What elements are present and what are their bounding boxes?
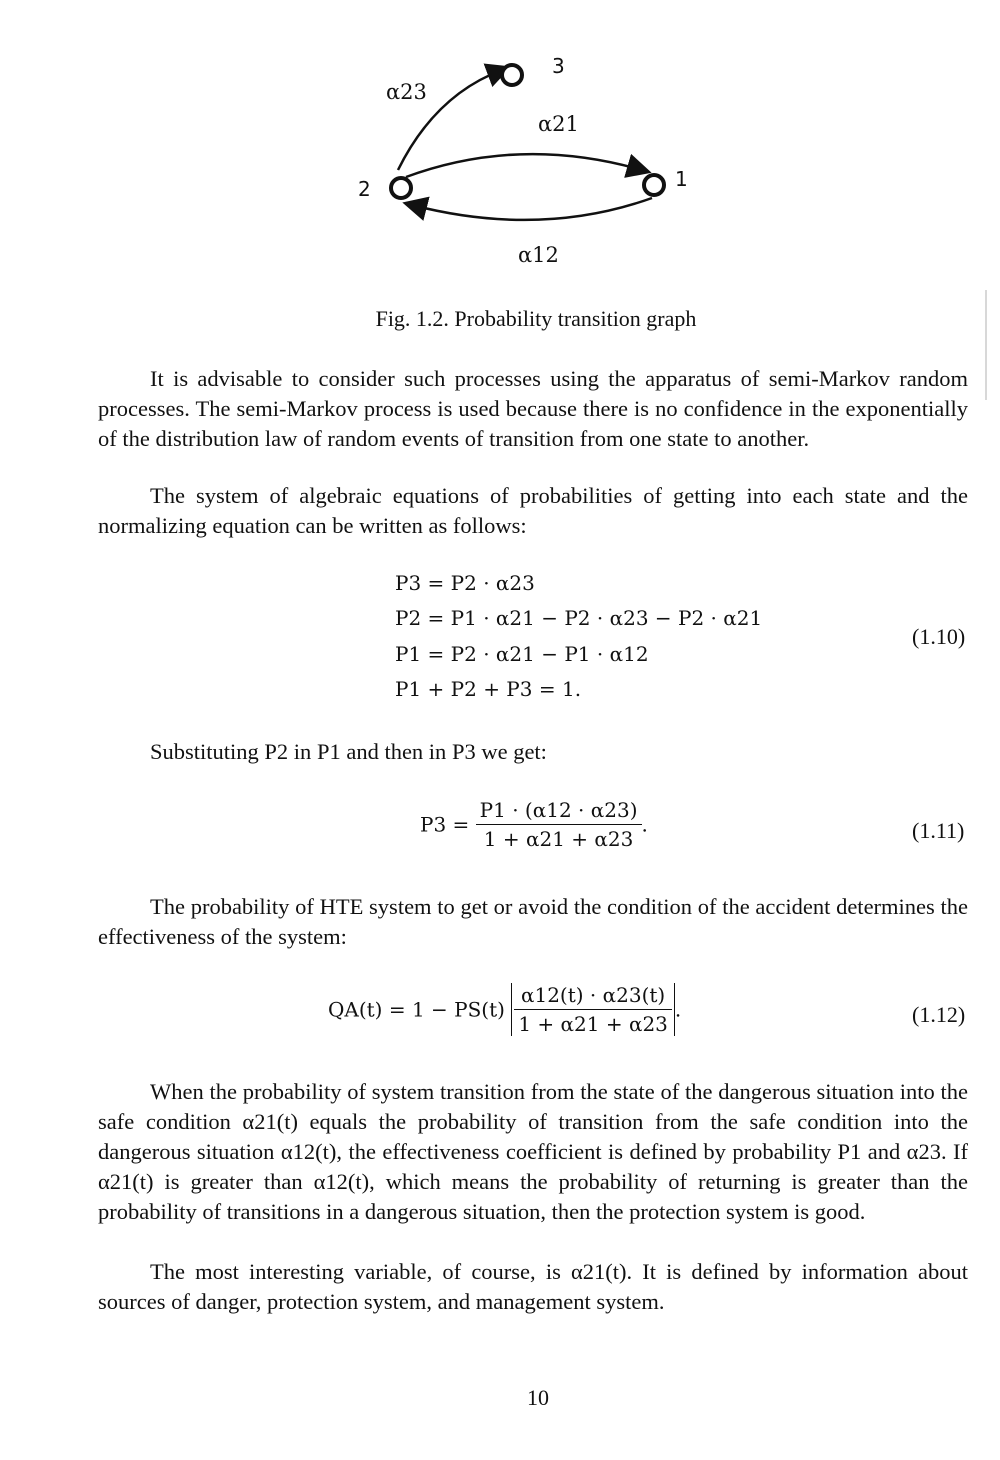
edge-label-a23: α23 (386, 80, 427, 104)
paragraph-3-p1: P1 (316, 739, 341, 764)
equation-1-12-number: (1.12) (912, 1002, 966, 1027)
equation-1-12-numerator: α12(t) · α23(t) (514, 983, 672, 1010)
equation-1-11-lhs: P3 = (420, 812, 470, 837)
equation-1-11 (420, 798, 648, 851)
equation-1-11-number: (1.11) (912, 818, 965, 843)
scan-edge-mark (985, 290, 987, 400)
equation-1-12-bracket (511, 983, 675, 1036)
paragraph-1-text: It is advisable to consider such processes using the apparatus of semi-Markov random processes. The semi-Markov process is used because there is no confidence in the exponentially of the distribution law of random events of transition from one state to another. (98, 366, 968, 451)
paragraph-6-text: The most interesting variable, of course, is α21(t). It is defined by information about sources of danger, protection system, and management system. (98, 1259, 968, 1314)
page-number: 10 (527, 1385, 549, 1410)
paragraph-3-end: we get: (475, 739, 547, 764)
node-2-label: 2 (358, 177, 371, 201)
paragraph-6 (98, 1257, 968, 1317)
paragraph-5 (98, 1077, 968, 1227)
equation-1-11-numerator: P1 · (α12 · α23) (476, 798, 642, 825)
edge-1-2 (412, 198, 652, 220)
equation-1-12 (328, 983, 681, 1036)
node-2-circle (391, 178, 411, 198)
equation-1-10-line-1: P3 = P2 · α23 (395, 571, 535, 595)
node-1-circle (644, 175, 664, 195)
edge-label-a12: α12 (518, 243, 559, 267)
paragraph-3-p3: P3 (451, 739, 476, 764)
node-1-label: 1 (675, 167, 688, 191)
node-3-circle (502, 65, 522, 85)
equation-1-10-line-4: P1 + P2 + P3 = 1. (395, 677, 582, 701)
paragraph-3-p2: P2 (264, 739, 289, 764)
edge-2-1 (406, 154, 642, 177)
equation-1-12-tail: . (674, 997, 682, 1022)
equation-1-10-number: (1.10) (912, 624, 966, 649)
paragraph-3-before: Substituting (150, 739, 265, 764)
equation-1-12-fraction (514, 983, 672, 1036)
edge-label-a21: α21 (538, 112, 579, 136)
transition-graph (340, 40, 700, 280)
equation-1-11-denominator: 1 + α21 + α23 (483, 827, 634, 851)
paragraph-3 (98, 737, 968, 767)
equation-1-12-denominator: 1 + α21 + α23 (518, 1012, 668, 1036)
node-3-label: 3 (552, 54, 565, 78)
paragraph-3-and: and then in (340, 739, 452, 764)
equation-1-11-tail: . (641, 812, 648, 837)
paragraph-2 (98, 481, 968, 541)
equation-1-10-line-2: P2 = P1 · α21 − P2 · α23 − P2 · α21 (395, 606, 763, 630)
paragraph-3-mid: in (288, 739, 317, 764)
paragraph-4-text: The probability of HTE system to get or avoid the condition of the accident determines the effectiveness of the system: (98, 894, 968, 949)
paragraph-1 (98, 364, 968, 454)
paragraph-2-text: The system of algebraic equations of probabilities of getting into each state and the normalizing equation can be written as follows: (98, 483, 968, 538)
equation-1-12-lhs: QA(t) = 1 − PS(t) (328, 997, 505, 1022)
equation-1-11-fraction (476, 798, 642, 851)
equation-1-10-line-3: P1 = P2 · α21 − P1 · α12 (395, 642, 649, 666)
figure-caption: Fig. 1.2. Probability transition graph (375, 306, 697, 331)
paragraph-4 (98, 892, 968, 952)
paragraph-5-text: When the probability of system transition from the state of the dangerous situation into the safe condition α21(t) equals the probability of transition from the safe condition into the dangerous situation α12(t), the effectiveness coefficient is defined by probability P1 and α23. If α21(t) is greater than α12(t), which means the probability of returning is greater than the probability of transitions in a dangerous situation, then the protection system is good. (98, 1079, 968, 1224)
